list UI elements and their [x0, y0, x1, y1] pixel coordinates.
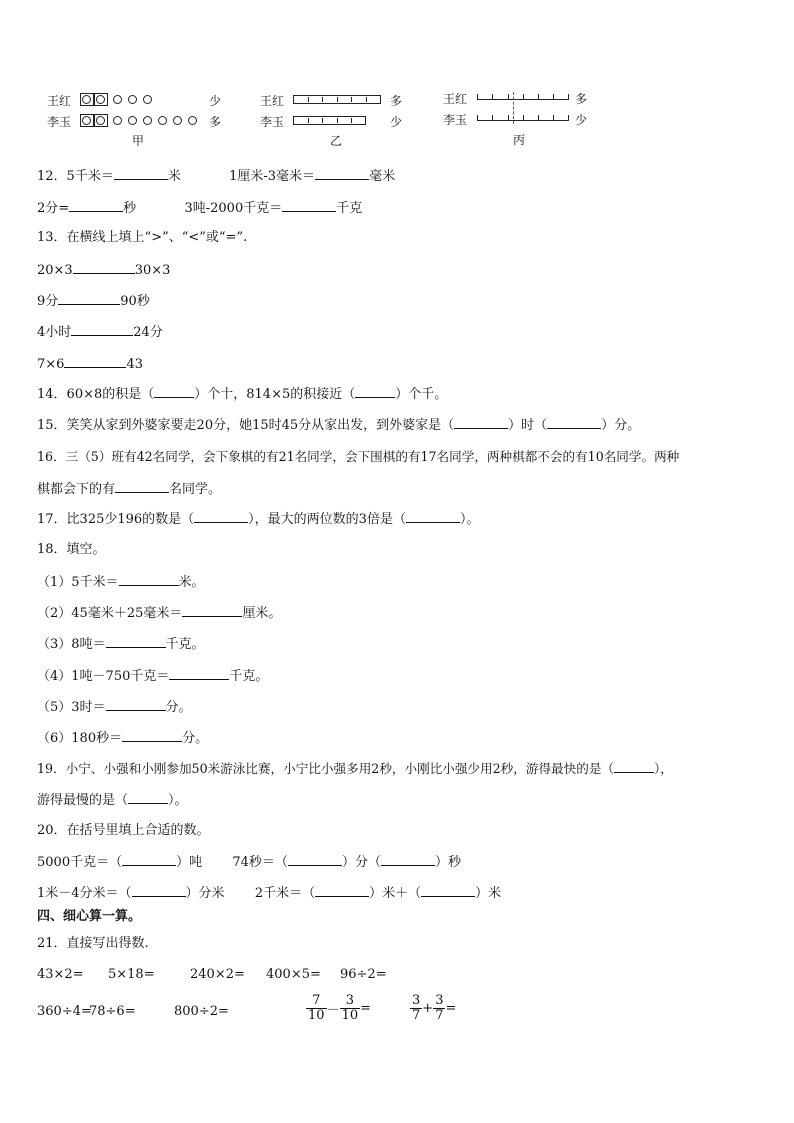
calc-item: 96÷2=: [340, 967, 387, 982]
text-fragment: 7: [435, 1008, 444, 1023]
fig-jia-row1-name: 王红: [47, 94, 72, 108]
answer-blank[interactable]: [381, 853, 435, 866]
question-12-line2: [37, 198, 362, 218]
text-fragment: 4小时: [37, 325, 72, 340]
answer-blank[interactable]: [194, 510, 248, 523]
circle-icon: [96, 116, 105, 125]
tick-mark: [508, 115, 509, 121]
box-icon: [94, 93, 108, 106]
text-fragment: 分。: [182, 731, 209, 746]
text-fragment: 毫米: [369, 169, 396, 184]
question-14: [37, 385, 447, 404]
tick-mark: [322, 97, 323, 102]
text-fragment: 2分=: [37, 201, 70, 216]
tick-mark: [508, 94, 509, 100]
fill-row: [37, 634, 205, 654]
text-fragment: （3）8吨＝: [37, 637, 106, 652]
tick-mark: [553, 94, 554, 100]
text-fragment: 74秒＝（: [232, 855, 288, 870]
fig-jia-row2-name: 李玉: [47, 115, 72, 129]
text-fragment: （6）180秒＝: [37, 731, 123, 746]
text-fragment: 17．比325少196的数是（: [37, 512, 195, 527]
tick-mark: [492, 115, 493, 121]
text-fragment: ）秒: [434, 855, 461, 870]
answer-blank[interactable]: [73, 260, 135, 274]
fraction-expression-1: [306, 994, 371, 1023]
question-19-line1: [37, 760, 673, 778]
circle-icon: [188, 116, 197, 125]
text-fragment: ）吨: [176, 855, 203, 870]
text-fragment: 10: [308, 1008, 325, 1023]
question-20-row2: [37, 884, 501, 903]
tick-mark: [568, 94, 569, 100]
answer-blank[interactable]: [128, 791, 168, 804]
box-icon: [94, 114, 108, 127]
circle-icon: [128, 116, 137, 125]
text-fragment: 19．小宁、小强和小刚参加50米游泳比赛，小宁比小强多用2秒，小刚比小强少用2秒，游得最快的是（: [37, 761, 615, 776]
tick-mark: [308, 97, 309, 102]
fill-row: [37, 666, 268, 686]
text-fragment: 14．60×8的积是（: [37, 387, 155, 402]
circle-icon: [96, 95, 105, 104]
tick-mark: [351, 97, 352, 102]
fraction-expression-2: [410, 994, 456, 1023]
tick-mark: [337, 97, 338, 102]
text-fragment: =: [360, 1001, 372, 1016]
answer-blank[interactable]: [154, 385, 194, 398]
calc-row-2: [37, 1003, 229, 1021]
answer-blank[interactable]: [71, 322, 133, 336]
text-fragment: ）米: [475, 886, 502, 901]
circle-icon: [143, 95, 152, 104]
text-fragment: ）分米: [185, 886, 225, 901]
text-fragment: （4）1吨－750千克＝: [37, 669, 170, 684]
fig-yi-less: 少: [390, 115, 403, 129]
text-fragment: 20×3: [37, 263, 73, 278]
fig-bing-row2-name: 李玉: [443, 113, 468, 127]
answer-blank[interactable]: [132, 884, 186, 897]
compare-row: [37, 260, 170, 280]
text-fragment: 1厘米-3毫米＝: [229, 169, 316, 184]
compare-row: [37, 291, 150, 311]
fill-row: [37, 697, 192, 717]
fill-row: [37, 728, 208, 748]
text-fragment: （1）5千米＝: [37, 575, 119, 590]
question-21-title: 21．直接写出得数.: [37, 936, 149, 951]
text-fragment: 米: [167, 169, 181, 184]
text-fragment: 9分: [37, 294, 59, 309]
box-icon: [80, 114, 94, 127]
answer-blank[interactable]: [182, 603, 242, 617]
text-fragment: ）时（: [508, 418, 548, 433]
circle-icon: [128, 95, 137, 104]
tick-mark: [553, 115, 554, 121]
tick-mark: [538, 94, 539, 100]
text-fragment: 2千米＝（: [254, 886, 316, 901]
calc-item: 240×2=: [190, 967, 245, 982]
calc-row-1: [37, 966, 387, 984]
text-fragment: ），: [654, 761, 673, 776]
fig-label-bing: 丙: [513, 133, 526, 147]
fig-label-yi: 乙: [330, 134, 343, 148]
tick-mark: [477, 115, 478, 121]
answer-blank[interactable]: [58, 291, 120, 305]
answer-blank[interactable]: [64, 354, 126, 368]
answer-blank[interactable]: [106, 697, 166, 711]
fig-jia-more: 多: [209, 115, 222, 129]
text-fragment: 43: [126, 357, 143, 372]
bar-icon: [293, 116, 366, 125]
text-fragment: （5）3时＝: [37, 700, 106, 715]
text-fragment: ）米＋（: [369, 886, 422, 901]
calc-item: 78÷6=: [89, 1004, 136, 1019]
answer-blank[interactable]: [169, 666, 229, 680]
calc-item: 43×2=: [37, 967, 84, 982]
fig-bing-row1-name: 王红: [443, 92, 468, 106]
text-fragment: ）分（: [341, 855, 381, 870]
answer-blank[interactable]: [315, 166, 369, 180]
answer-blank[interactable]: [122, 853, 176, 866]
question-15: [37, 416, 640, 435]
text-fragment: 15．笑笑从家到外婆家要走20分，她15时45分从家出发，到外婆家是（: [37, 418, 455, 433]
fig-yi-row2-name: 李玉: [260, 115, 285, 129]
text-fragment: 棋都会下的有: [37, 482, 116, 497]
answer-blank[interactable]: [547, 416, 601, 429]
calc-item: 400×5=: [266, 967, 321, 982]
calc-item: 800÷2=: [174, 1004, 229, 1019]
tick-mark: [477, 94, 478, 100]
tick-mark: [568, 115, 569, 121]
tick-mark: [308, 118, 309, 123]
fig-yi-row1-name: 王红: [260, 94, 285, 108]
fill-row: [37, 603, 281, 623]
text-fragment: 千克。: [229, 669, 269, 684]
tick-mark: [351, 118, 352, 123]
text-fragment: ）个千。: [395, 387, 448, 402]
question-19-line2: [37, 791, 188, 810]
text-fragment: 7: [412, 1008, 421, 1023]
fill-row: [37, 572, 205, 592]
text-fragment: 3吨-2000千克＝: [184, 201, 283, 216]
answer-blank[interactable]: [614, 760, 654, 773]
text-fragment: 厘米。: [242, 606, 282, 621]
tick-mark: [523, 115, 524, 121]
text-fragment: ）。: [168, 793, 188, 808]
answer-blank[interactable]: [282, 198, 336, 212]
answer-blank[interactable]: [406, 510, 460, 523]
text-fragment: 5000千克＝（: [37, 855, 123, 870]
text-fragment: 24分: [133, 325, 163, 340]
fig-label-jia: 甲: [132, 134, 145, 148]
fig-bing-less: 少: [575, 113, 588, 127]
text-fragment: 1米－4分米＝（: [37, 886, 132, 901]
tick-mark: [538, 115, 539, 121]
answer-blank[interactable]: [288, 853, 342, 866]
text-fragment: 名同学。: [169, 482, 222, 497]
text-fragment: 30×3: [134, 263, 171, 278]
text-fragment: 12．5千米＝: [37, 169, 114, 184]
text-fragment: 3: [412, 993, 421, 1008]
text-fragment: ）个十，814×5的积接近（: [194, 387, 356, 402]
answer-blank[interactable]: [119, 572, 179, 586]
text-fragment: ）。: [459, 512, 480, 527]
answer-blank[interactable]: [69, 198, 123, 212]
fig-yi-more: 多: [390, 94, 403, 108]
answer-blank[interactable]: [114, 166, 168, 180]
text-fragment: 秒: [123, 201, 137, 216]
circle-icon: [113, 116, 122, 125]
question-12-line1: [37, 166, 395, 186]
tick-mark: [523, 94, 524, 100]
answer-blank[interactable]: [122, 728, 182, 742]
text-fragment: +: [422, 1001, 434, 1016]
question-16-line2: [37, 479, 221, 499]
text-fragment: 7×6: [37, 357, 65, 372]
circle-icon: [143, 116, 152, 125]
question-18-title: 18．填空。: [37, 542, 106, 557]
tick-mark: [366, 97, 367, 102]
text-fragment: －: [326, 1003, 340, 1018]
text-fragment: 7: [306, 994, 327, 1009]
answer-blank[interactable]: [454, 416, 508, 429]
fig-bing-more: 多: [575, 92, 588, 106]
text-fragment: 米。: [178, 575, 205, 590]
circle-icon: [82, 116, 91, 125]
tick-mark: [337, 118, 338, 123]
box-icon: [80, 93, 94, 106]
text-fragment: 90秒: [120, 294, 150, 309]
text-fragment: 千克。: [165, 637, 205, 652]
question-20-row1: [37, 853, 461, 872]
text-fragment: 10: [341, 1008, 359, 1023]
circle-icon: [113, 95, 122, 104]
answer-blank[interactable]: [106, 634, 166, 648]
text-fragment: 千克: [336, 201, 363, 216]
text-fragment: 分。: [165, 700, 192, 715]
text-fragment: 3: [435, 993, 444, 1008]
compare-row: [37, 322, 163, 342]
circle-icon: [82, 95, 91, 104]
text-fragment: 3: [340, 994, 361, 1009]
fig-jia-less: 少: [209, 94, 222, 108]
answer-blank[interactable]: [355, 385, 395, 398]
section-heading: 四、细心算一算。: [37, 909, 142, 924]
text-fragment: ）分。: [601, 418, 641, 433]
question-13-title: 13．在横线上填上“>”、“<”或“=”.: [37, 230, 248, 245]
answer-blank[interactable]: [421, 884, 475, 897]
question-16-line1: 16．三（5）班有42名同学，会下象棋的有21名同学，会下围棋的有17名同学，两种棋都不会的有10名同学。两种: [37, 449, 680, 464]
tick-mark: [492, 94, 493, 100]
question-17: [37, 510, 479, 529]
question-20-title: 20．在括号里填上合适的数。: [37, 823, 210, 838]
text-fragment: 游得最慢的是（: [37, 793, 129, 808]
compare-row: [37, 354, 143, 374]
circle-icon: [173, 116, 182, 125]
tick-mark: [322, 118, 323, 123]
text-fragment: =: [445, 1001, 457, 1016]
answer-blank[interactable]: [315, 884, 369, 897]
answer-blank[interactable]: [115, 479, 169, 493]
calc-item: 5×18=: [108, 967, 155, 982]
calc-item: 360÷4=: [37, 1004, 92, 1019]
circle-icon: [158, 116, 167, 125]
text-fragment: ），最大的两位数的3倍是（: [248, 512, 406, 527]
text-fragment: （2）45毫米＋25毫米＝: [37, 606, 183, 621]
